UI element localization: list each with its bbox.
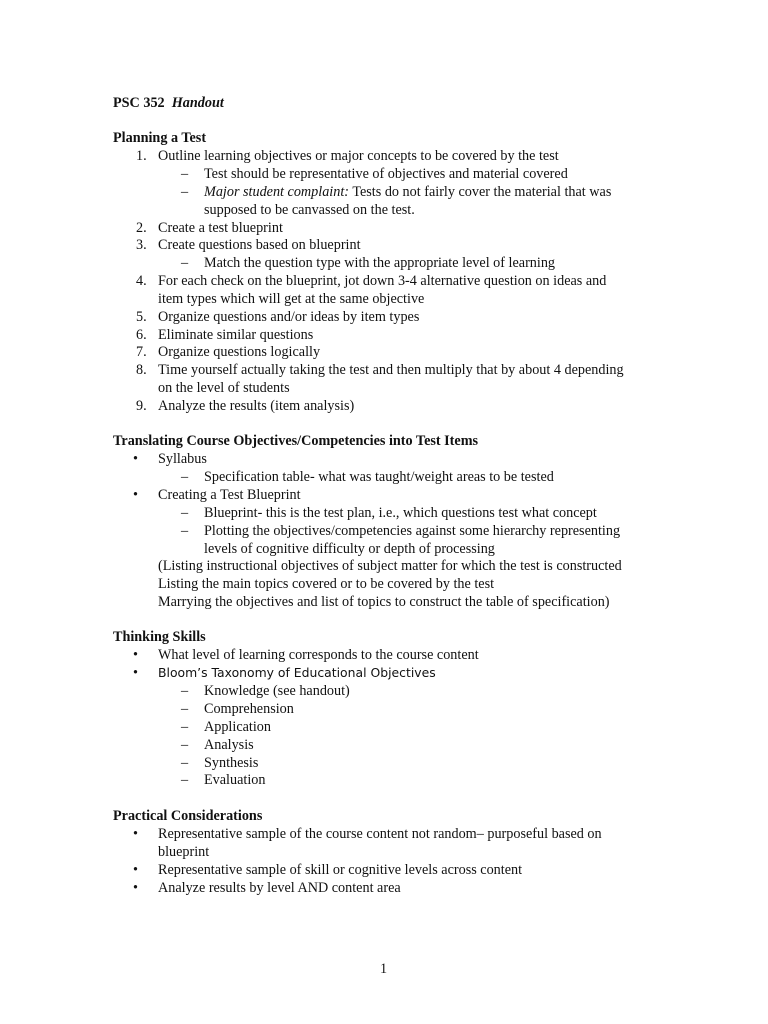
bullet-text: Representative sample of skill or cognitive levels across content — [158, 862, 523, 878]
sub-item-text: Specification table- what was taught/weight areas to be tested — [204, 469, 554, 485]
bullet-icon: • — [133, 487, 138, 503]
list-item-text: Eliminate similar questions — [158, 327, 314, 343]
bullet-text: Analyze results by level AND content area — [158, 880, 401, 896]
taxonomy-level: Synthesis — [204, 755, 259, 771]
bullet-text: Syllabus — [158, 451, 207, 467]
dash-marker: – — [181, 469, 189, 485]
list-number: 3. — [136, 237, 147, 253]
list-number: 7. — [136, 344, 147, 360]
dash-marker: – — [181, 737, 189, 753]
note-line: Listing the main topics covered or to be covered by the test — [158, 576, 495, 592]
sub-item-text: Plotting the objectives/competencies against some hierarchy representing — [204, 523, 621, 539]
list-item-text: Time yourself actually taking the test and then multiply that by about 4 depending — [158, 362, 624, 378]
sub-item-text: Blueprint- this is the test plan, i.e., which questions test what concept — [204, 505, 597, 521]
list-item-text: Organize questions logically — [158, 344, 321, 360]
heading-translating: Translating Course Objectives/Competencies into Test Items — [113, 433, 479, 449]
taxonomy-level: Comprehension — [204, 701, 294, 717]
bullet-icon: • — [133, 451, 138, 467]
taxonomy-level: Evaluation — [204, 772, 266, 788]
sub-item-text — [204, 183, 611, 201]
list-number: 4. — [136, 273, 147, 289]
list-number: 1. — [136, 148, 147, 164]
bullet-icon: • — [133, 647, 138, 663]
dash-marker: – — [181, 523, 189, 539]
list-number: 6. — [136, 327, 147, 343]
dash-marker: – — [181, 255, 189, 271]
list-item-text: Create a test blueprint — [158, 220, 283, 236]
dash-marker: – — [181, 772, 189, 788]
list-item-text: Analyze the results (item analysis) — [158, 398, 355, 414]
list-number: 5. — [136, 309, 147, 325]
bullet-text: Creating a Test Blueprint — [158, 487, 301, 503]
bullet-text: blueprint — [158, 844, 210, 860]
doc-type: Handout — [171, 95, 224, 111]
heading-practical: Practical Considerations — [113, 808, 263, 824]
complaint-lead: Major student complaint: — [204, 184, 350, 200]
list-item-text: Organize questions and/or ideas by item types — [158, 309, 420, 325]
heading-planning: Planning a Test — [113, 130, 207, 146]
list-item-text: item types which will get at the same objective — [158, 291, 425, 307]
document-title — [113, 94, 224, 112]
dash-marker: – — [181, 683, 189, 699]
bullet-text: Representative sample of the course content not random– purposeful based on — [158, 826, 602, 842]
page-number: 1 — [380, 961, 388, 977]
sub-item-text: Match the question type with the appropriate level of learning — [204, 255, 556, 271]
course-code: PSC 352 — [113, 95, 165, 111]
heading-thinking: Thinking Skills — [113, 629, 206, 645]
bullet-icon: • — [133, 880, 138, 896]
bullet-text: What level of learning corresponds to the course content — [158, 647, 479, 663]
taxonomy-level: Application — [204, 719, 271, 735]
dash-marker: – — [181, 755, 189, 771]
sub-item-text: levels of cognitive difficulty or depth of processing — [204, 541, 495, 557]
list-number: 9. — [136, 398, 147, 414]
list-item-text: on the level of students — [158, 380, 290, 396]
dash-marker: – — [181, 719, 189, 735]
taxonomy-level: Analysis — [204, 737, 254, 753]
note-line: Marrying the objectives and list of topics to construct the table of specification) — [158, 594, 610, 610]
dash-marker: – — [181, 701, 189, 717]
bullet-icon: • — [133, 665, 138, 681]
note-line: (Listing instructional objectives of subject matter for which the test is constructed — [158, 558, 622, 574]
taxonomy-level: Knowledge (see handout) — [204, 683, 350, 699]
dash-marker: – — [181, 505, 189, 521]
complaint-text: Tests do not fairly cover the material that was — [352, 184, 612, 200]
sub-item-text: Test should be representative of objectives and material covered — [204, 166, 568, 182]
list-item-text: For each check on the blueprint, jot down 3-4 alternative question on ideas and — [158, 273, 607, 289]
dash-marker: – — [181, 166, 189, 182]
dash-marker: – — [181, 184, 189, 200]
bullet-icon: • — [133, 862, 138, 878]
list-item-text: Create questions based on blueprint — [158, 237, 361, 253]
sub-item-text: supposed to be canvassed on the test. — [204, 202, 415, 218]
list-item-text: Outline learning objectives or major concepts to be covered by the test — [158, 148, 559, 164]
list-number: 2. — [136, 220, 147, 236]
bullet-icon: • — [133, 826, 138, 842]
list-number: 8. — [136, 362, 147, 378]
bullet-text: Bloom’s Taxonomy of Educational Objectives — [158, 665, 436, 680]
